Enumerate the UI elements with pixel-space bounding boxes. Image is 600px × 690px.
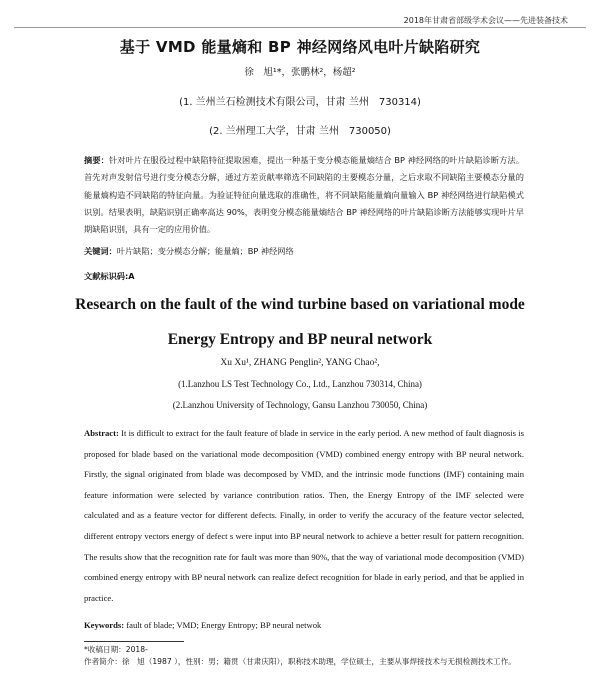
chinese-authors: 徐 旭¹*，张鹏林²，杨超² bbox=[244, 67, 356, 78]
chinese-title: 基于 VMD 能量熵和 BP 神经网络风电叶片缺陷研究 bbox=[119, 38, 481, 56]
english-abstract bbox=[84, 423, 524, 608]
chinese-affiliation-1: (1. 兰州兰石检测技术有限公司，甘肃 兰州 730314) bbox=[179, 97, 421, 108]
english-abstract-text: It is difficult to extract for the fault feature of blade in service in the early period. A new method of fault diagnosis is proposed for blade based on the variational mode decomposition (VMD) combined energy entropy with BP neural network. Firstly, the signal originated from blade was decomposed by VMD, and the intrinsic mode functions (IMF) containing main feature information were selected by variance contribution ratios. Then, the Energy Entropy of the IMF selected were calculated and as a feature vector for different defects. Finally, in order to verify the accuracy of the feature vector selected, different entropy vectors energy of defect s were input into BP neural network to achieve a better result for pattern recognition. The results show that the recognition rate for fault was more than 90%, that the way of variational mode decomposition (VMD) combined energy entropy with BP neural network can realize defect recognition for blade in early period, and that be applied in practice. bbox=[84, 428, 524, 603]
running-header: 2018年甘肃省部级学术会议——先进装备技术 bbox=[403, 16, 568, 25]
english-abstract-label: Abstract: bbox=[84, 428, 119, 438]
english-title-line-2: Energy Entropy and BP neural network bbox=[167, 331, 433, 348]
footnote-rule bbox=[84, 641, 184, 642]
english-keywords-label: Keywords: bbox=[84, 620, 125, 630]
chinese-keywords bbox=[84, 246, 524, 257]
english-title-line-1: Research on the fault of the wind turbine based on variational mode bbox=[75, 296, 525, 313]
chinese-affiliation-2: (2. 兰州理工大学，甘肃 兰州 730050) bbox=[209, 126, 391, 137]
footnote-received-date: *收稿日期：2018- bbox=[84, 645, 148, 654]
chinese-keywords-label: 关键词： bbox=[84, 246, 117, 256]
footnote-author-bio: 作者简介：徐 旭（1987 ），性别：男；籍贯（甘肃庆阳），职称技术助理，学位硕士，主要从事焊接技术与无损检测技术工作。 bbox=[84, 656, 516, 666]
chinese-abstract-label: 摘要： bbox=[84, 155, 109, 165]
footnote bbox=[84, 644, 524, 667]
chinese-abstract-text: 针对叶片在服役过程中缺陷特征提取困难，提出一种基于变分模态能量熵结合 BP 神经网络的叶片缺陷诊断方法。首先对声发射信号进行变分模态分解，通过方差贡献率筛选不同缺陷的主要模态分量，之后求取不同缺陷主要模态分量的能量熵构造不同缺陷的特征向量。为验证特征向量选取的准确性，将不同缺陷能量熵向量输入 BP 神经网络进行缺陷模式识别。结果表明，缺陷识别正确率高达 90%，表明变分模态能量熵结合 BP 神经网络的叶片缺陷诊断方法能够实现叶片早期缺陷识别，具有一定的应用价值。 bbox=[84, 155, 524, 235]
document-code: 文献标识码:A bbox=[84, 271, 135, 281]
english-keywords-text: fault of blade; VMD; Energy Entropy; BP neural netwok bbox=[126, 620, 322, 630]
header-rule bbox=[14, 27, 586, 28]
english-affiliation-2: (2.Lanzhou University of Technology, Gansu Lanzhou 730050, China) bbox=[172, 400, 428, 410]
chinese-abstract bbox=[84, 152, 524, 238]
english-authors: Xu Xu¹, ZHANG Penglin², YANG Chao², bbox=[220, 358, 380, 368]
english-affiliation-1: (1.Lanzhou LS Test Technology Co., Ltd., Lanzhou 730314, China) bbox=[178, 379, 422, 389]
chinese-keywords-text: 叶片缺陷；变分模态分解；能量熵；BP 神经网络 bbox=[116, 246, 294, 256]
english-keywords bbox=[84, 620, 524, 630]
